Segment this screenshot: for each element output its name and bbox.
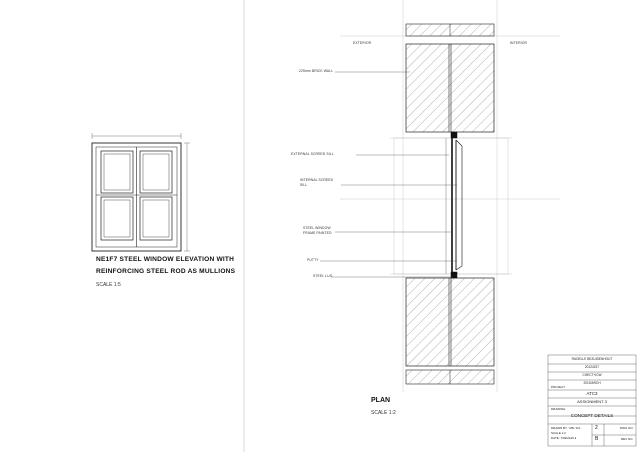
label-steel-lug: STEEL LUG xyxy=(313,274,333,278)
elevation-title-line2: REINFORCING STEEL ROD AS MULLIONS xyxy=(96,268,236,275)
label-interior: INTERIOR xyxy=(510,41,527,45)
tb-year: 2019/ARCH xyxy=(583,381,601,385)
tb-drawn-by: DRAWN BY : RB / DA xyxy=(551,426,581,430)
tb-sheet-no: 2 xyxy=(595,425,598,431)
label-external-sill: EXTERNAL SCREED SILL xyxy=(291,152,334,156)
tb-rev-label: REV NO. xyxy=(621,437,634,441)
tb-name: RUDELLE BEZUIDENHOUT xyxy=(571,357,613,361)
label-brick-wall: 225mm BRICK WALL xyxy=(299,69,334,73)
tb-project-label: PROJECT xyxy=(551,385,566,389)
plan-title: PLAN xyxy=(371,397,391,404)
tb-scale: SCALE 1:2 xyxy=(551,431,566,435)
brick-wall-lower xyxy=(406,278,494,384)
brick-wall-upper xyxy=(406,24,494,132)
label-putty: PUTTY xyxy=(307,258,319,262)
elevation-scale: SCALE 1:5 xyxy=(96,282,121,288)
tb-assignment: ASSIGNMENT 3 xyxy=(577,399,607,404)
elevation-title-line1: NE1F7 STEEL WINDOW ELEVATION WITH xyxy=(96,256,235,263)
window-elevation xyxy=(92,133,190,251)
tb-rev: B xyxy=(595,436,599,442)
label-internal-sill-1: INTERNAL SCREED xyxy=(300,178,334,182)
steel-window-frame xyxy=(446,132,462,278)
tb-drawing-label: DRAWING xyxy=(551,407,566,411)
plan-scale: SCALE 1:2 xyxy=(371,410,396,416)
tb-drawing: CONCEPT DETAILS xyxy=(570,413,614,418)
tb-student-no: 20124237 xyxy=(584,365,600,369)
label-steel-window-2: FRAME PAINTED xyxy=(303,231,332,235)
label-exterior: EXTERIOR xyxy=(353,41,372,45)
tb-sheet-no-label: DWG NO. xyxy=(620,426,634,430)
tb-checked: CHECT+ICW xyxy=(582,373,602,377)
label-internal-sill-2: SILL xyxy=(300,183,308,187)
tb-date: DATE: 7/09/2019 ♦ xyxy=(551,436,577,440)
tb-project: ATC3 xyxy=(586,391,598,396)
label-steel-window-1: STEEL WINDOW xyxy=(303,226,331,230)
